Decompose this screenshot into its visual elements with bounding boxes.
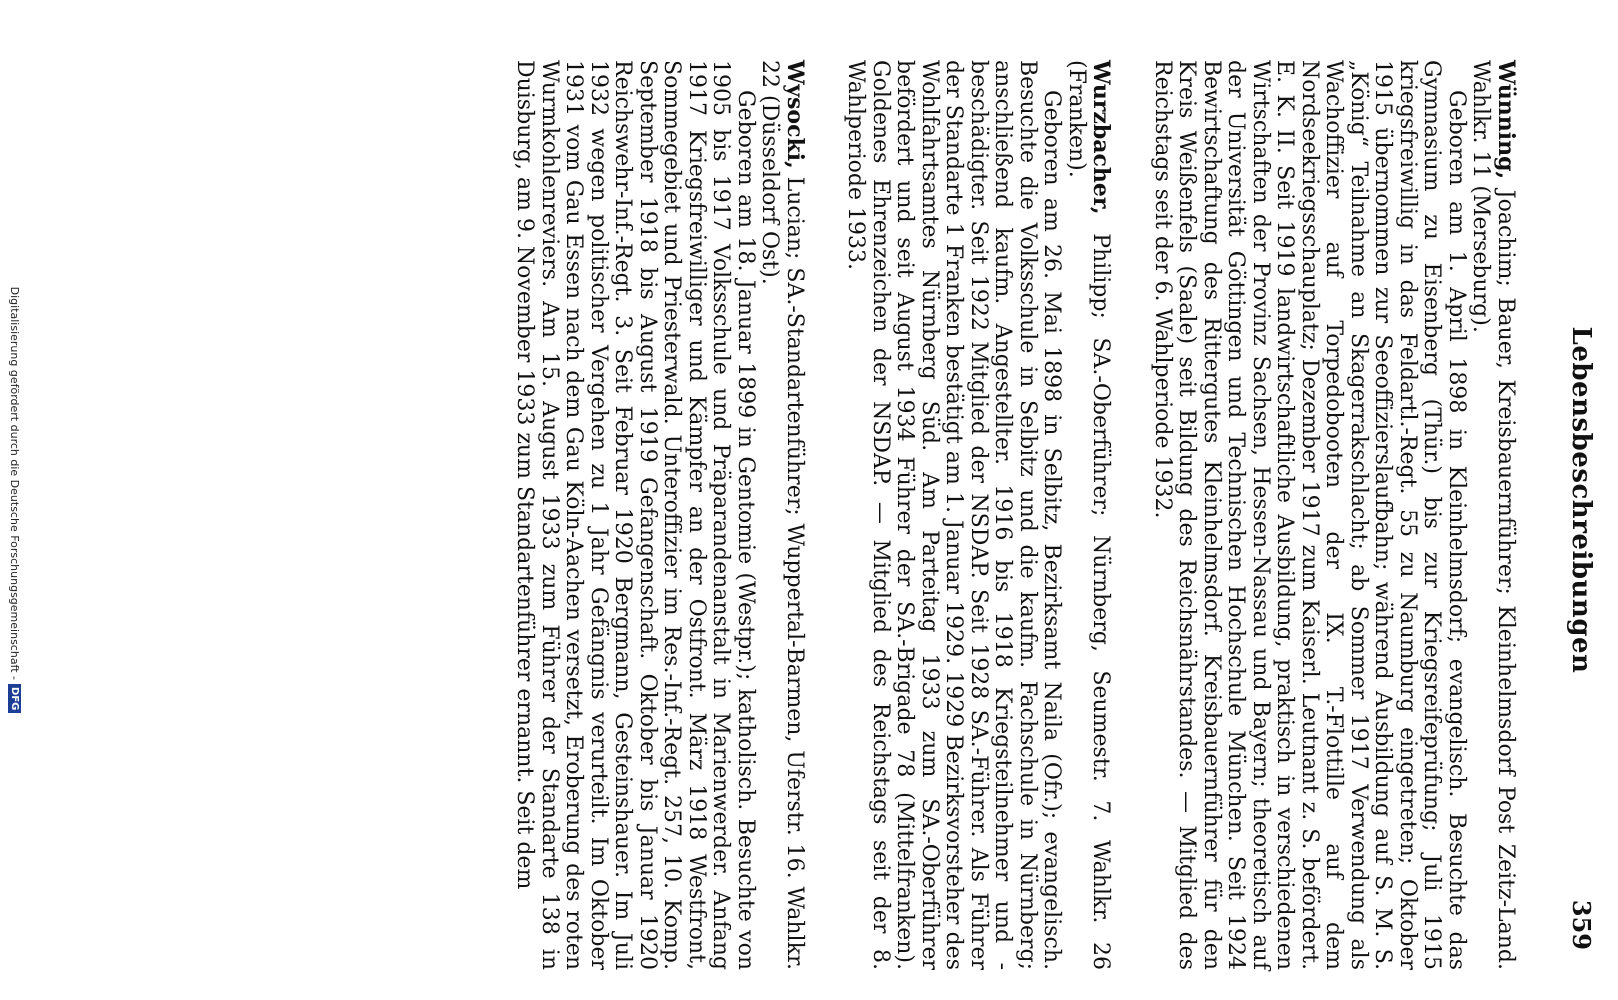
entry-body: Geboren am 1. April 1898 in Kleinhelmsdorf; evangelisch. Besuchte das Gymnasium zu Eisenberg (Thür.) bis zur Kriegsreifeprüfung; Juli 1915 kriegsfreiwillig in das Feldartl.-Regt. 55 zu Naumburg eingetreten; Oktober 1915 übernommen zur Seeoffizierslaufbahn; während Ausbildung auf S. M. S. „König“ Teilnahme an Skagerrakschlacht; ab Sommer 1917 Verwendung als Wachoffizier auf Torpedobooten der IX. T.-Flottille auf dem Nordseekriegsschauplatz; Dezember 1917 zum Kaiserl. Leutnant z. S. befördert. E. K. II. Seit 1919 landwirtschaftliche Ausbildung, praktisch in verschiedenen Wirtschaften der Provinz Sachsen, Hessen-Nassau und Bayern; theoretisch auf der Universität Göttingen und Technischen Hochschule München. Seit 1924 Bewirtschaftung des Rittergutes Kleinhelmsdorf. Kreisbauernführer für den Kreis Weißenfels (Saale) seit Bildung des Reichsnährstandes. — Mitglied des Reichstags seit der 6. Wahlperiode 1932. [1150, 60, 1469, 970]
entry-heading [757, 60, 807, 970]
biography-entry [843, 60, 1114, 970]
biography-list [476, 60, 1518, 970]
page-header [1544, 40, 1596, 960]
entry-name: Wysocki, [782, 60, 808, 169]
entry-head-text: Philipp; SA.-Oberführer; Nürnberg, Seumestr. 7. Wahlkr. 26 (Franken). [1064, 60, 1114, 971]
entry-body: Geboren am 18. Januar 1899 in Gentomie (Westpr.); katholisch. Besuchte von 1905 bis 1917 Volksschule und Präparandenanstalt in Marienwerder. Anfang 1917 Kriegsfreiwilliger und Kämpfer an der Ostfront. März 1918 Westfront, Sommegebiet und Priesterwald. Unteroffizier im Res.-Inf.-Regt. 257, 10. Komp. September 1918 bis August 1919 Gefangenschaft. Oktober bis Januar 1920 Reichswehr-Inf.-Regt. 3. Seit Februar 1920 Bergmann, Gesteinshauer. Im Juli 1932 wegen politischer Vergehen zu 1 Jahr Gefängnis verurteilt. Im Oktober 1931 vom Gau Essen nach dem Gau Köln-Aachen versetzt, Eroberung des roten Wurmkohlenreviers. Am 15. August 1933 zum Führer der Standarte 138 in Duisburg, am 9. November 1933 zum Standartenführer ernannt. Seit dem [512, 60, 758, 970]
entry-head-text: Lucian; SA.-Standartenführer; Wuppertal-Barmen, Uferstr. 16. Wahlkr. 22 (Düsseldorf Ost). [757, 60, 807, 970]
page-title: Lebensbeschreibungen [1566, 326, 1596, 674]
page-number: 359 [1567, 899, 1596, 950]
entry-heading [1468, 60, 1518, 970]
entry-name: Wünning, [1493, 60, 1519, 180]
biography-entry [1150, 60, 1519, 970]
entry-heading [1064, 60, 1114, 970]
dfg-logo: DFG [8, 684, 21, 713]
entry-body: Geboren am 26. Mai 1898 in Selbitz, Bezirksamt Naila (Ofr.); evangelisch. Besuchte die Volksschule in Selbitz und die kaufm. Fachschule in Nürnberg; anschließend kaufm. Angestellter. 1916 bis 1918 Kriegsteilnehmer und -beschädigter. Seit 1922 Mitglied der NSDAP. Seit 1928 SA.-Führer. Als Führer der Standarte 1 Franken bestätigt am 1. Januar 1929. 1929 Bezirksvorsteher des Wohlfahrtsamtes Nürnberg Süd. Am Parteitag 1933 zum SA.-Oberführer befördert und seit August 1934 Führer der SA.-Brigade 78 (Mittelfranken). Goldenes Ehrenzeichen der NSDAP. — Mitglied des Reichstags seit der 8. Wahlperiode 1933. [843, 60, 1065, 970]
footer-text: Digitalisierung gefördert durch die Deutsche Forschungsgemeinschaft - [8, 286, 22, 681]
entry-name: Wurzbacher, [1088, 60, 1115, 215]
entry-head-text: Joachim; Bauer, Kreisbauernführer; Kleinhelmsdorf Post Zeitz-Land. Wahlkr. 11 (Merseburg). [1468, 60, 1518, 970]
digitization-notice [8, 0, 22, 1000]
biography-entry [512, 60, 807, 970]
